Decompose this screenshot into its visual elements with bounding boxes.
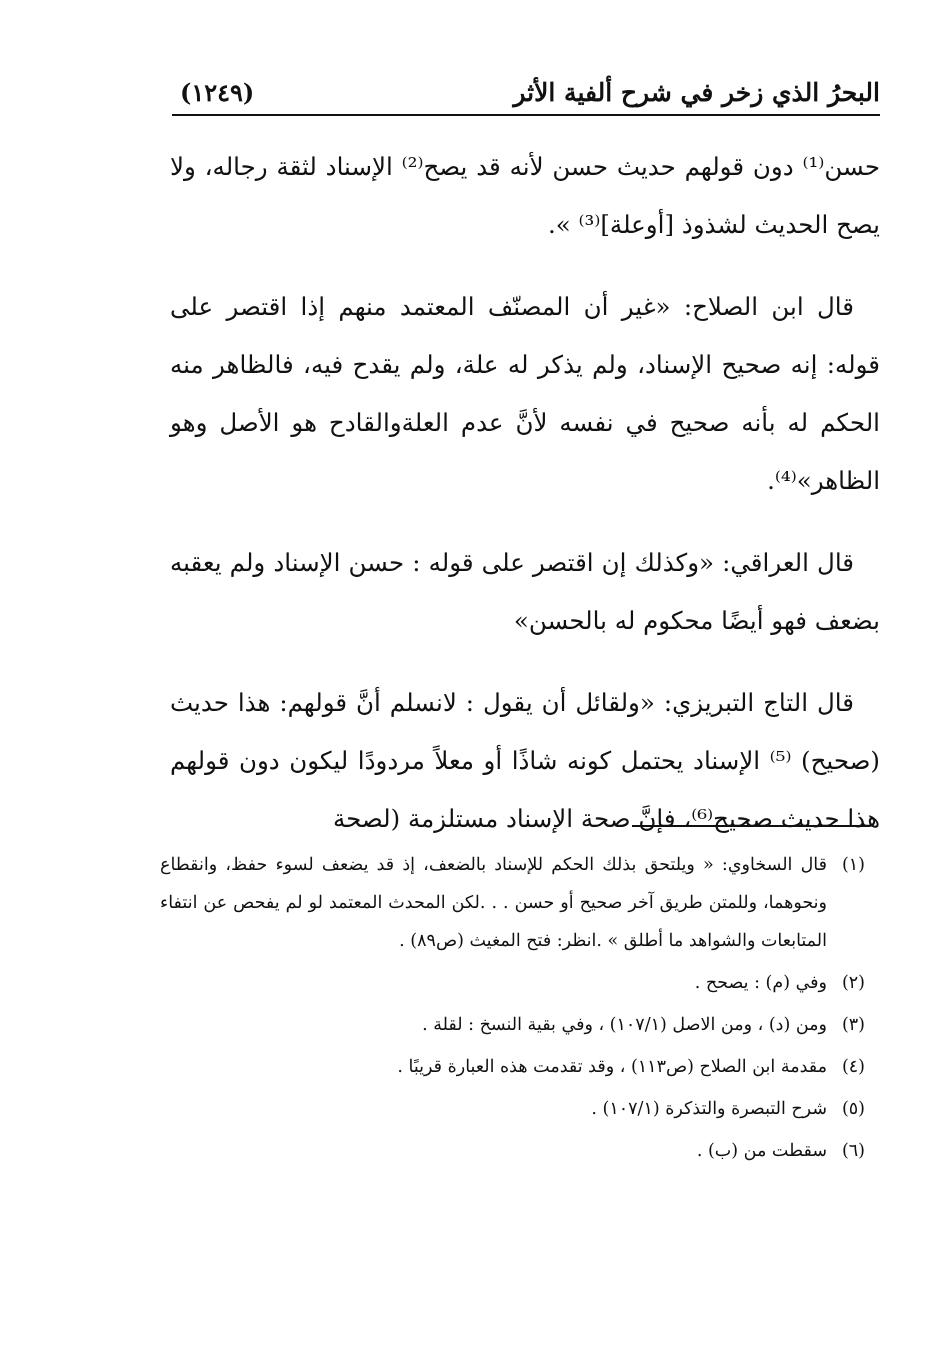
paragraph: قال العراقي: «وكذلك إن اقتصر على قوله : حسن الإسناد ولم يعقبه بضعف فهو أيضًا محكوم له بالحسن» bbox=[170, 548, 880, 635]
footnote-number: (١) bbox=[841, 855, 865, 875]
main-text bbox=[170, 138, 880, 872]
footnote-item bbox=[160, 1132, 865, 1170]
footnote-text: سقطت من (ب) . bbox=[696, 1141, 827, 1161]
footnote-item bbox=[160, 846, 865, 960]
paragraph: حسن⁽¹⁾ دون قولهم حديث حسن لأنه قد يصح⁽²⁾ الإسناد لثقة رجاله، ولا يصح الحديث لشذوذ [أوعلة]⁽³⁾ ». bbox=[170, 152, 880, 239]
footnote-text: مقدمة ابن الصلاح (ص١١٣) ، وقد تقدمت هذه العبارة قريبًا . bbox=[397, 1057, 827, 1077]
running-title: البحرُ الذي زخر في شرح ألفية الأثر bbox=[513, 78, 880, 107]
footnote-number: (٣) bbox=[841, 1015, 865, 1035]
footnote-item bbox=[160, 1006, 865, 1044]
footnote-number: (٦) bbox=[841, 1141, 865, 1161]
footnote-item bbox=[160, 964, 865, 1002]
paragraph: قال ابن الصلاح: «غير أن المصنّف المعتمد منهم إذا اقتصر على قوله: إنه صحيح الإسناد، ولم يذكر له علة، ولم يقدح فيه، فالظاهر منه الحكم له بأنه صحيح في نفسه لأنَّ عدم العلةوالقادح هو الأصل وهو الظاهر»⁽⁴⁾. bbox=[170, 292, 880, 495]
footnote-text: شرح التبصرة والتذكرة (١٠٧/١) . bbox=[591, 1099, 827, 1119]
footnote-number: (٤) bbox=[841, 1057, 865, 1077]
footnotes bbox=[160, 846, 865, 1174]
footnote-number: (٢) bbox=[841, 973, 865, 993]
footnote-text: قال السخاوي: « ويلتحق بذلك الحكم للإسناد بالضعف، إذ قد يضعف لسوء حفظ، وانقطاع ونحوهما، وللمتن طريق آخر صحيح أو حسن . . .لكن المحدث المعتمد لو لم يفحص عن انتفاء المتابعات والشواهد ما أطلق » .انظر: فتح المغيث (ص٨٩) . bbox=[160, 855, 827, 951]
footnote-item bbox=[160, 1090, 865, 1128]
page-header bbox=[172, 70, 880, 116]
footnote-item bbox=[160, 1048, 865, 1086]
footnote-number: (٥) bbox=[841, 1099, 865, 1119]
footnote-divider bbox=[632, 825, 868, 827]
page-number: (١٢٤٩) bbox=[180, 78, 255, 107]
footnote-text: وفي (م) : يصحح . bbox=[694, 973, 827, 993]
paragraph: قال التاج التبريزي: «ولقائل أن يقول : لانسلم أنَّ قولهم: هذا حديث (صحيح) ⁽⁵⁾ الإسناد يحتمل كونه شاذًا أو معلاً مردودًا ليكون دون قولهم هذا حديث صحيح⁽⁶⁾، فإنَّ صحة الإسناد مستلزمة (لصحة bbox=[170, 688, 880, 833]
header-divider bbox=[172, 114, 880, 116]
footnote-text: ومن (د) ، ومن الاصل (١٠٧/١) ، وفي بقية النسخ : لقلة . bbox=[422, 1015, 827, 1035]
